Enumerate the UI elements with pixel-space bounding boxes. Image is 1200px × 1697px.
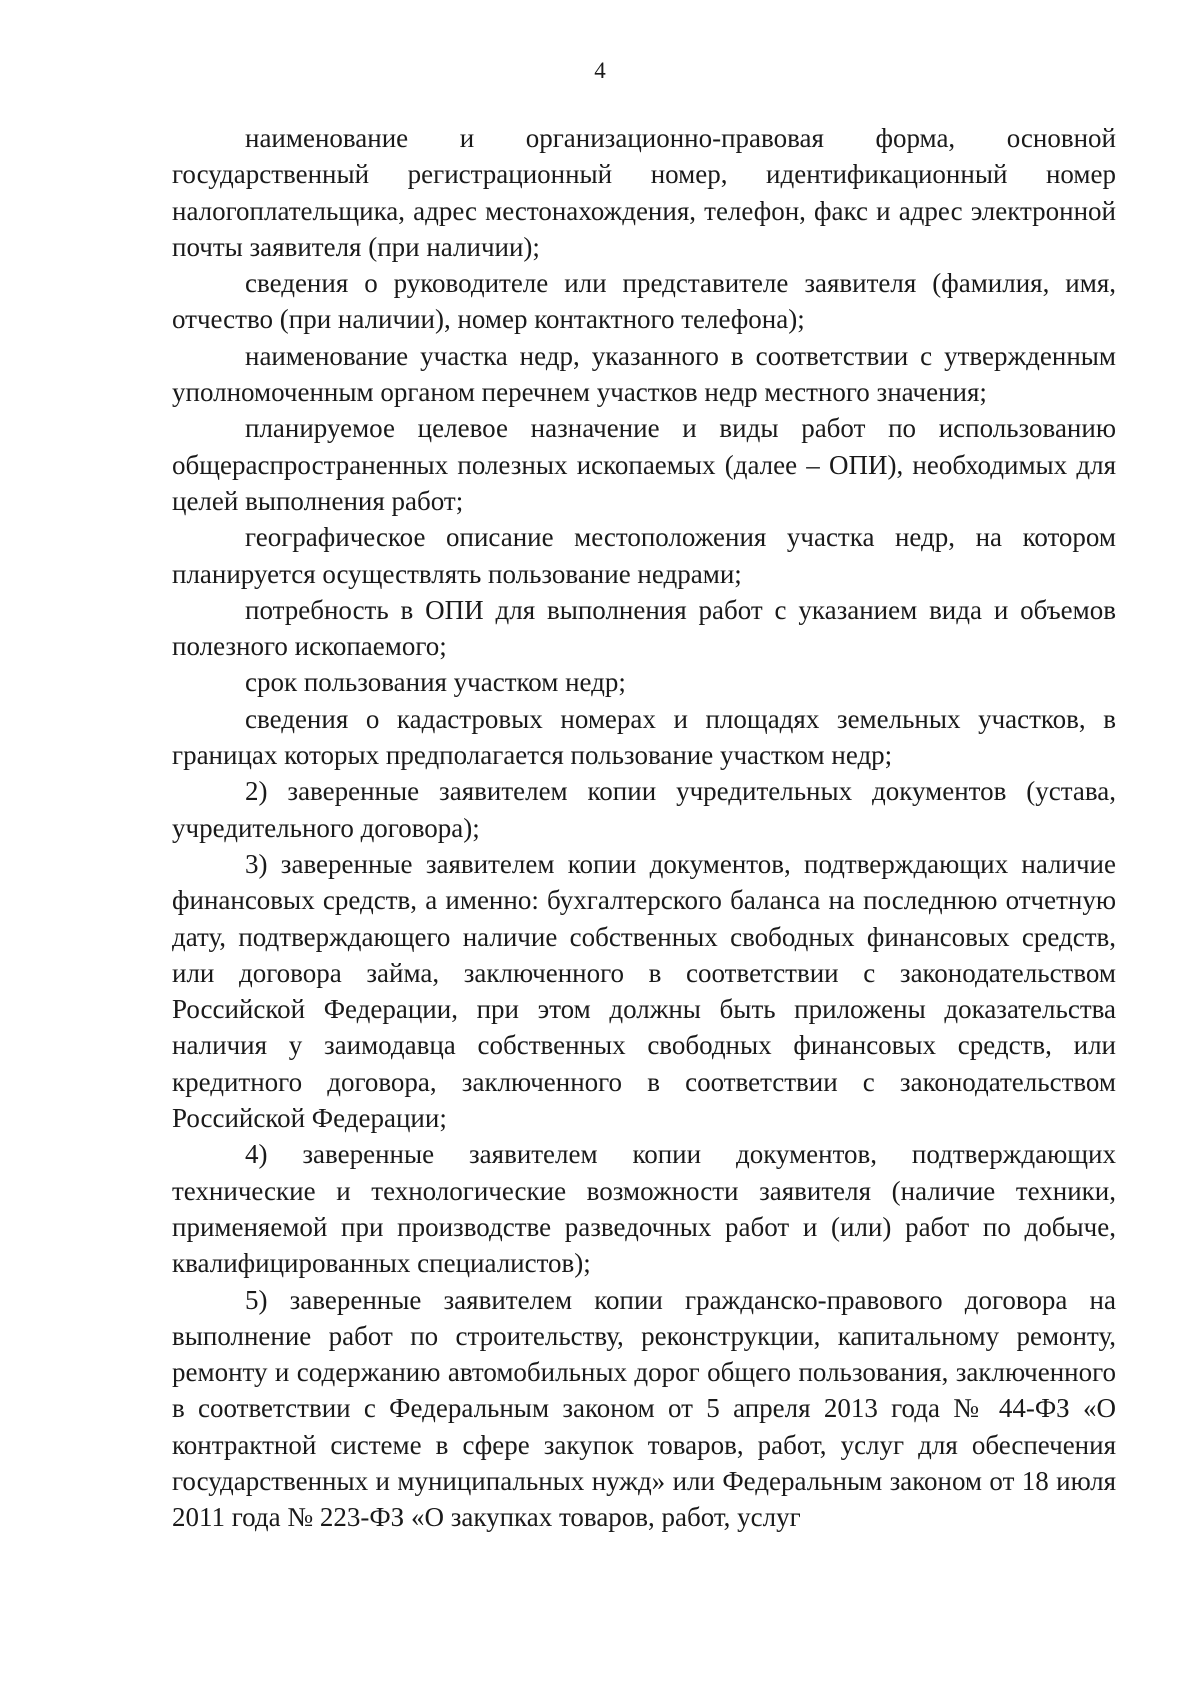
paragraph-opi-demand: потребность в ОПИ для выполнения работ с указанием вида и объемов полезного ископаемого; (172, 594, 1116, 662)
document-body (172, 120, 1116, 1536)
paragraph-item-3: 3) заверенные заявителем копии документов, подтверждающих наличие финансовых средств, а именно: бухгалтерского баланса на последнюю отчетную дату, подтверждающего наличие собственных свободных финансовых средств, или договора займа, заключенного в соответствии с законодательством Российской Федерации, при этом должны быть приложены доказательства наличия у заимодавца собственных свободных финансовых средств, или кредитного договора, заключенного в соответствии с законодательством Российской Федерации; (172, 848, 1116, 1134)
paragraph-item-2: 2) заверенные заявителем копии учредительных документов (устава, учредительного договора); (172, 776, 1116, 843)
paragraph-head-info: сведения о руководителе или представителе заявителя (фамилия, имя, отчество (при наличии), номер контактного телефона); (172, 268, 1116, 335)
page-number: 4 (594, 58, 606, 83)
paragraph-item-5: 5) заверенные заявителем копии гражданско-правового договора на выполнение работ по строительству, реконструкции, капитальному ремонту, ремонту и содержанию автомобильных дорог общего пользования, заключенного в соответствии с Федеральным законом от 5 апреля 2013 года № 44-ФЗ «О контрактной системе в сфере закупок товаров, работ, услуг для обеспечения государственных и муниципальных нужд» или Федеральным законом от 18 июля 2011 года № 223-ФЗ «О закупках товаров, работ, услуг (172, 1284, 1116, 1533)
paragraph-cadastral-info: сведения о кадастровых номерах и площадях земельных участков, в границах которых предполагается пользование участком недр; (172, 703, 1116, 771)
paragraph-location-description: географическое описание местоположения участка недр, на котором планируется осуществлять пользование недрами; (172, 522, 1116, 589)
paragraph-item-4: 4) заверенные заявителем копии документов, подтверждающих технические и технологические возможности заявителя (наличие техники, применяемой при производстве разведочных работ и (или) работ по добыче, квалифицированных специалистов); (172, 1139, 1116, 1279)
paragraph-applicant-details: наименование и организационно-правовая форма, основной государственный регистрационный номер, идентификационный номер налогоплательщика, адрес местонахождения, телефон, факс и адрес электронной почты заявителя (при наличии); (172, 123, 1116, 262)
paragraph-subsoil-plot-name: наименование участка недр, указанного в соответствии с утвержденным уполномоченным органом перечнем участков недр местного значения; (172, 340, 1116, 408)
paragraph-intended-purpose: планируемое целевое назначение и виды работ по использованию общераспространенных полезных ископаемых (далее – ОПИ), необходимых для целей выполнения работ; (172, 413, 1116, 516)
paragraph-usage-term: срок пользования участком недр; (245, 667, 626, 698)
